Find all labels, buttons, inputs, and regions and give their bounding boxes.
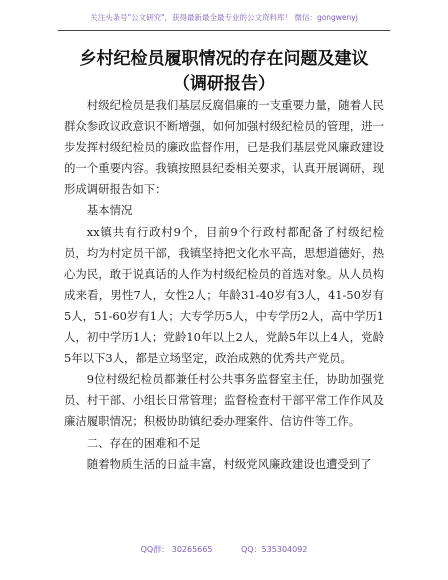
header-divider xyxy=(58,30,390,31)
footer-contact xyxy=(0,544,448,555)
section-heading-problems: 二、存在的困难和不足 xyxy=(86,435,201,450)
duties-paragraph: 9位村级纪检员都兼任村公共事务监督室主任，协助加强党员、村干部、小组长日常管理；监督检查村干部平常工作作风及廉洁履职情况；积极协助镇纪委办理案件、信访件等工作。 xyxy=(64,372,384,429)
footer-qq-group: QQ群： 30265665 xyxy=(140,545,213,554)
document-body xyxy=(64,95,384,475)
basic-info-paragraph: xx镇共有行政村9个，目前9个行政村都配备了村级纪检员，均为村定员干部，我镇坚持把文化水平高，思想道德好，热心为民，敢于说真话的人作为村级纪检员的首选对象。从人员构成来看，男性7人，女性2人；年龄31-40岁有3人，41-50岁有5人，51-60岁有1人；大专学历5人，中专学历2人，高中学历1人，初中学历1人；党龄10年以上2人，党龄5年以上4人，党龄5年以下3人，都是立场坚定，政治成熟的优秀共产党员。 xyxy=(64,224,384,366)
footer-qq: QQ：535304092 xyxy=(241,545,308,554)
problems-paragraph: 随着物质生活的日益丰富，村级党风廉政建设也遭受到了 xyxy=(86,456,372,471)
header-promo-note: 关注头条号"公文研究"，获得最新最全最专业的公文资料库！ 微信：gongwenyj xyxy=(90,13,358,22)
document-title: 乡村纪检员履职情况的存在问题及建议（调研报告） xyxy=(79,49,369,94)
intro-paragraph: 村级纪检员是我们基层反腐倡廉的一支重要力量，随着人民群众参政议政意识不断增强，如何加强村级纪检员的管理，进一步发挥村级纪检员的廉政监督作用，已是我们基层党风廉政建设的一个重要内容。我镇按照县纪委相关要求，认真开展调研，现形成调研报告如下： xyxy=(64,98,384,197)
section-heading-basic: 基本情况 xyxy=(86,203,133,218)
